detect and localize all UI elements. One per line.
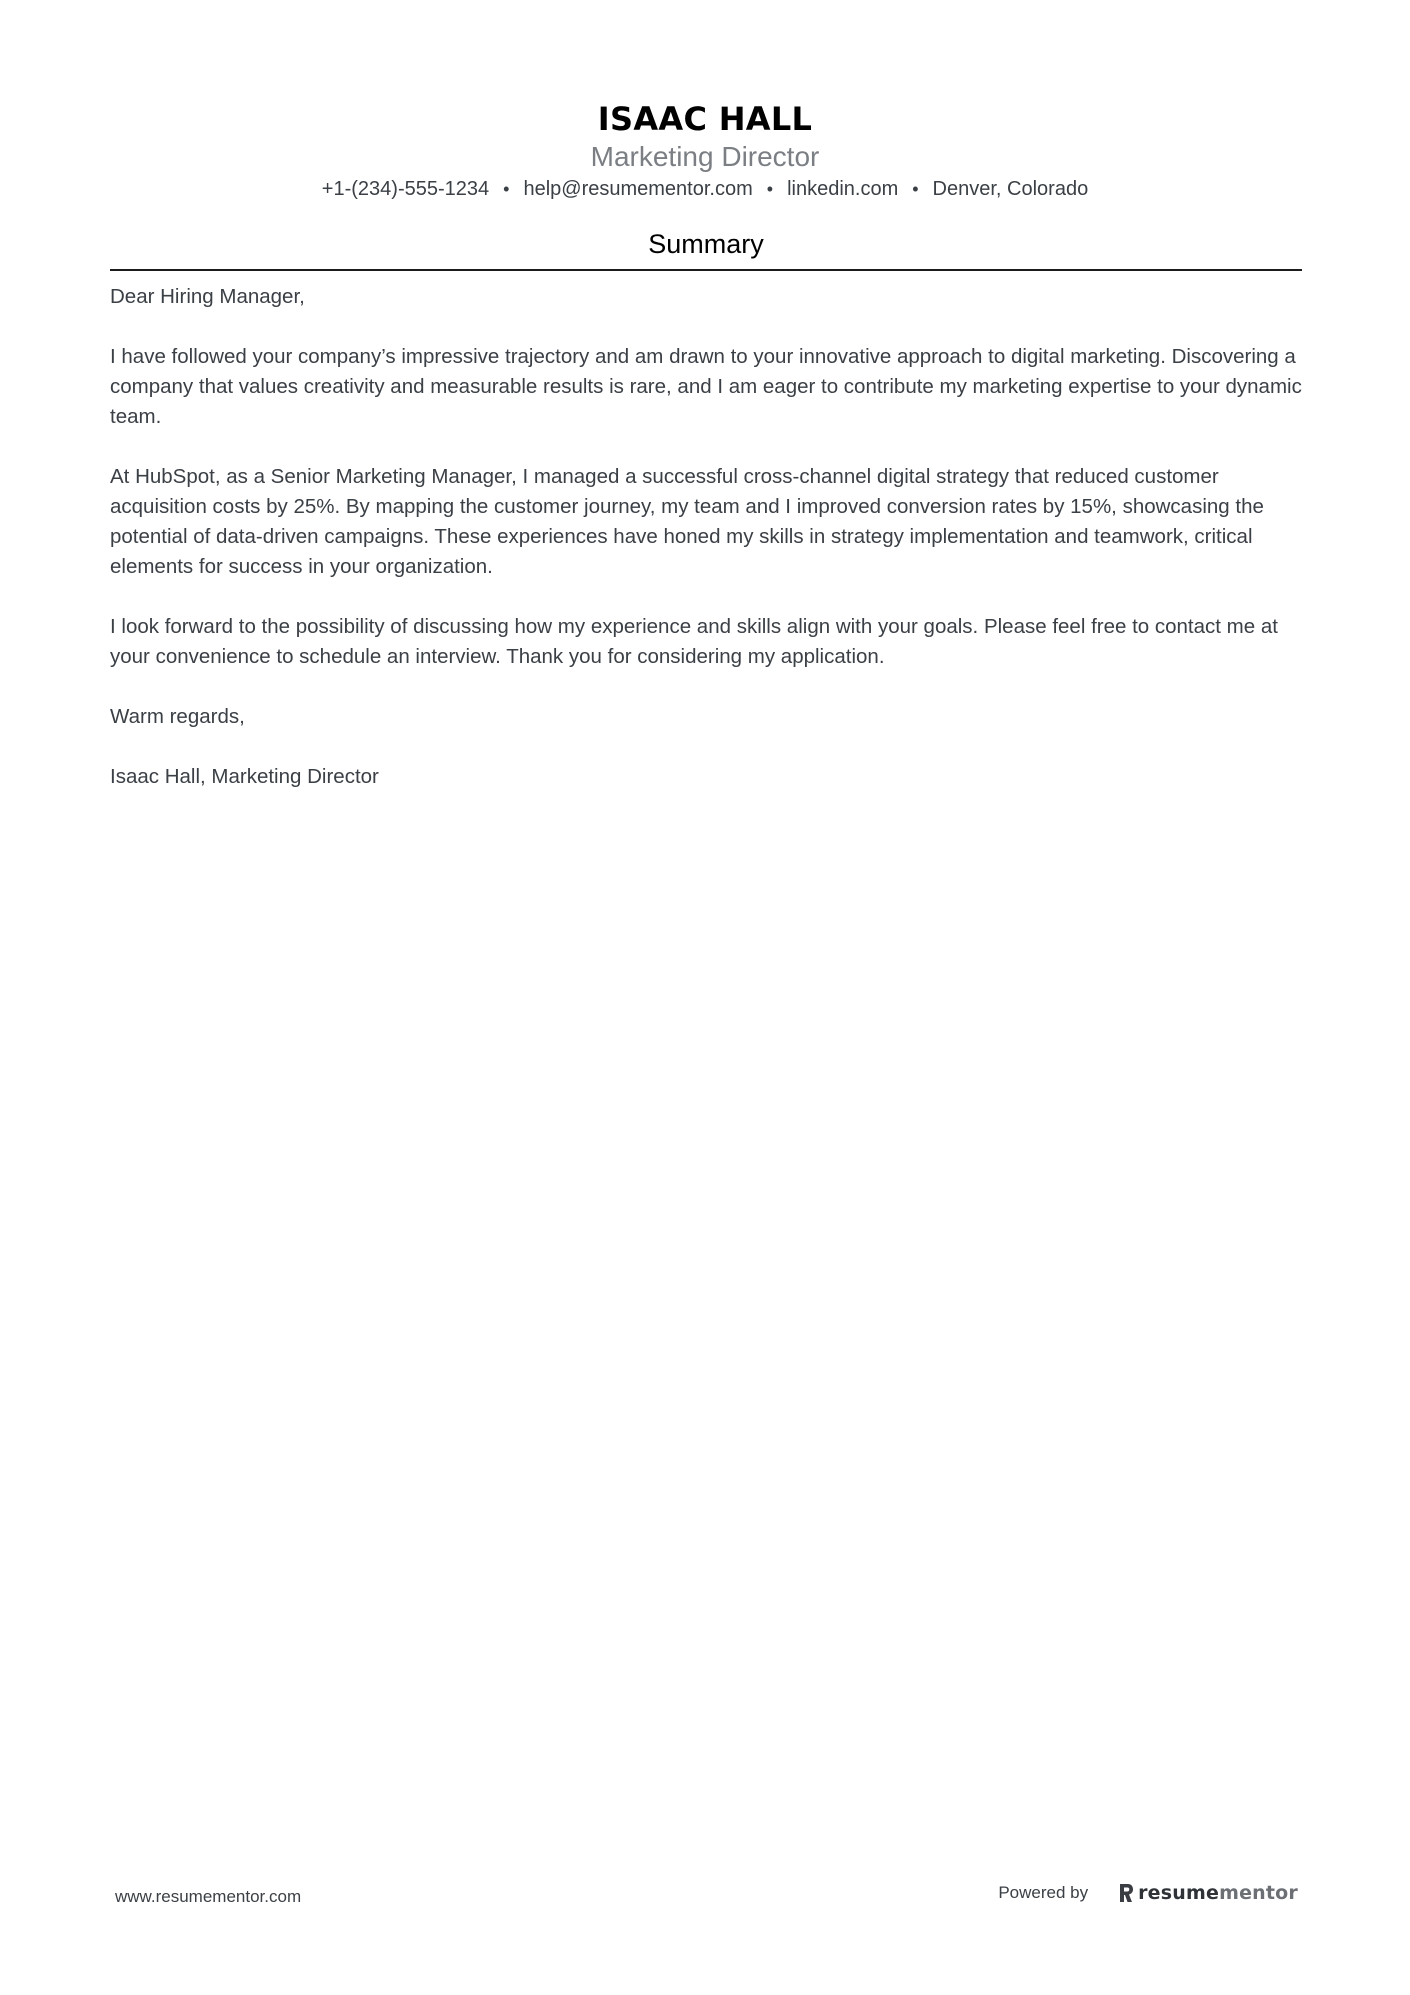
brand-text-resume: resume bbox=[1138, 1882, 1220, 1904]
closing-phrase: Warm regards, bbox=[110, 705, 245, 728]
contact-line bbox=[0, 174, 1410, 204]
candidate-name: ISAAC HALL bbox=[597, 100, 813, 138]
separator-dot: • bbox=[503, 179, 510, 199]
contact-location: Denver, Colorado bbox=[932, 178, 1089, 200]
salutation: Dear Hiring Manager, bbox=[110, 285, 305, 308]
powered-by-label: Powered by bbox=[998, 1883, 1089, 1902]
paragraph-experience: At HubSpot, as a Senior Marketing Manager, I managed a successful cross-channel digital strategy that reduced customer acquisition costs by 25%. By mapping the customer journey, my team and I improved conversion rates by 15%, showcasing the potential of data-driven campaigns. These experiences have honed my skills in strategy implementation and teamwork, critical elements for success in your organization. bbox=[110, 465, 1264, 578]
footer-brand bbox=[998, 1882, 1298, 1904]
candidate-title: Marketing Director bbox=[590, 141, 820, 172]
header bbox=[0, 98, 1410, 204]
contact-phone: +1-(234)-555-1234 bbox=[321, 178, 490, 200]
paragraph-closing: I look forward to the possibility of discussing how my experience and skills align with your goals. Please feel free to contact me at your convenience to schedule an interview. Thank you for considering my application. bbox=[110, 615, 1278, 668]
section-divider bbox=[110, 269, 1302, 271]
separator-dot: • bbox=[912, 179, 919, 199]
letter-body bbox=[110, 282, 1306, 822]
resumementor-logo bbox=[1118, 1882, 1298, 1904]
signature: Isaac Hall, Marketing Director bbox=[110, 765, 379, 788]
paragraph-intro: I have followed your company’s impressive trajectory and am drawn to your innovative approach to digital marketing. Discovering a company that values creativity and measurable results is rare, and I am eager to contribute my marketing expertise to your dynamic team. bbox=[110, 345, 1302, 428]
resumementor-logo-icon bbox=[1118, 1883, 1134, 1903]
contact-email: help@resumementor.com bbox=[523, 178, 753, 200]
brand-text-mentor: mentor bbox=[1219, 1882, 1298, 1904]
contact-linkedin: linkedin.com bbox=[787, 178, 899, 200]
separator-dot: • bbox=[766, 179, 774, 199]
section-heading-summary: Summary bbox=[648, 229, 764, 259]
footer-website: www.resumementor.com bbox=[115, 1887, 302, 1906]
